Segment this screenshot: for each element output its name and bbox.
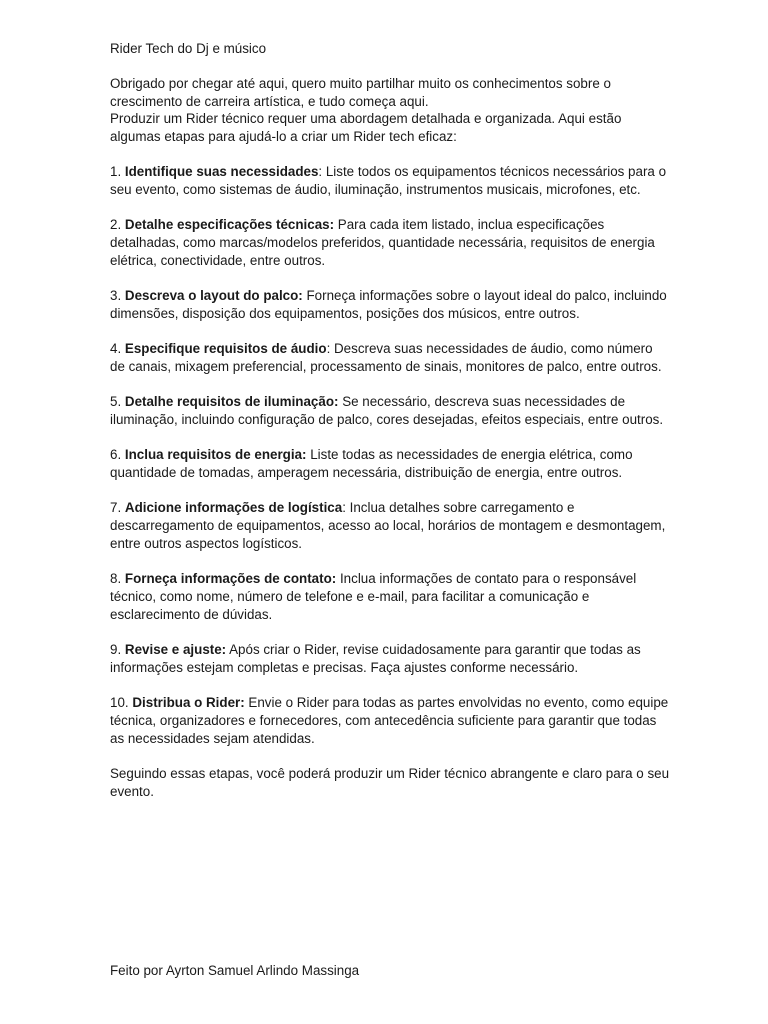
step-heading: Forneça informações de contato: xyxy=(124,571,337,587)
intro-paragraph: Produzir um Rider técnico requer uma abordagem detalhada e organizada. Aqui estão algumas etapas para ajudá-lo a criar um Rider tech eficaz: xyxy=(110,111,622,145)
step-heading: Detalhe requisitos de iluminação: xyxy=(124,394,339,410)
step-item xyxy=(110,694,670,747)
step-item xyxy=(110,641,670,677)
document-page xyxy=(110,40,670,801)
step-heading: Detalhe especificações técnicas: xyxy=(124,217,335,233)
step-text: : Descreva suas necessidades de áudio, como número de canais, mixagem preferencial, processamento de sinais, monitores de palco, entre outros. xyxy=(110,341,662,374)
step-text: : Inclua detalhes sobre carregamento e descarregamento de equipamentos, acesso ao local, horários de montagem e desmontagem, entre outros aspectos logísticos. xyxy=(110,500,666,551)
step-text: Envie o Rider para todas as partes envolvidas no evento, como equipe técnica, organizadores e fornecedores, com antecedência suficiente para garantir que todas as necessidades sejam atendidas. xyxy=(110,695,669,746)
step-item xyxy=(110,499,670,552)
step-number: 9. xyxy=(110,642,122,658)
steps-list xyxy=(110,163,670,748)
document-footer: Feito por Ayrton Samuel Arlindo Massinga xyxy=(110,963,360,978)
step-heading: Descreva o layout do palco: xyxy=(124,287,303,303)
step-number: 4. xyxy=(110,341,122,357)
step-text: Para cada item listado, inclua especificações detalhadas, como marcas/modelos preferidos, quantidade necessária, requisitos de energia elétrica, conectividade, entre outros. xyxy=(110,217,655,268)
step-item xyxy=(110,340,670,376)
step-number: 7. xyxy=(110,500,122,516)
step-item xyxy=(110,163,670,199)
step-number: 3. xyxy=(110,287,122,303)
step-item xyxy=(110,287,670,323)
step-item xyxy=(110,393,670,429)
closing-section xyxy=(110,765,670,801)
intro-paragraph: Obrigado por chegar até aqui, quero muito partilhar muito os conhecimentos sobre o crescimento de carreira artística, e tudo começa aqui. xyxy=(110,75,611,109)
step-number: 10. xyxy=(110,695,129,711)
step-heading: Especifique requisitos de áudio xyxy=(124,341,327,357)
step-number: 1. xyxy=(110,163,122,179)
step-text: : Liste todos os equipamentos técnicos necessários para o seu evento, como sistemas de áudio, iluminação, instrumentos musicais, microfones, etc. xyxy=(110,163,667,197)
step-heading: Inclua requisitos de energia: xyxy=(124,447,307,463)
step-number: 2. xyxy=(110,217,122,233)
step-number: 5. xyxy=(110,394,122,410)
step-text: Liste todas as necessidades de energia elétrica, como quantidade de tomadas, amperagem necessária, distribuição de energia, entre outros. xyxy=(110,447,633,481)
step-heading: Adicione informações de logística xyxy=(124,500,343,516)
step-number: 8. xyxy=(110,571,122,587)
step-text: Se necessário, descreva suas necessidades de iluminação, incluindo configuração de palco, cores desejadas, efeitos especiais, entre outros. xyxy=(110,394,664,427)
document-title: Rider Tech do Dj e músico xyxy=(110,41,267,56)
step-item xyxy=(110,570,670,623)
step-text: Forneça informações sobre o layout ideal do palco, incluindo dimensões, disposição dos equipamentos, posições dos músicos, entre outros. xyxy=(110,287,667,321)
step-item xyxy=(110,216,670,269)
step-item xyxy=(110,446,670,482)
intro-section xyxy=(110,75,670,146)
step-heading: Distribua o Rider: xyxy=(132,695,245,711)
step-text: Inclua informações de contato para o responsável técnico, como nome, número de telefone e e-mail, para facilitar a comunicação e esclarecimento de dúvidas. xyxy=(110,571,637,622)
step-text: Após criar o Rider, revise cuidadosamente para garantir que todas as informações estejam completas e precisas. Faça ajustes conforme necessário. xyxy=(110,642,641,675)
step-number: 6. xyxy=(110,447,122,463)
closing-paragraph: Seguindo essas etapas, você poderá produzir um Rider técnico abrangente e claro para o seu evento. xyxy=(110,766,670,799)
step-heading: Identifique suas necessidades xyxy=(124,163,319,179)
step-heading: Revise e ajuste: xyxy=(124,642,227,658)
